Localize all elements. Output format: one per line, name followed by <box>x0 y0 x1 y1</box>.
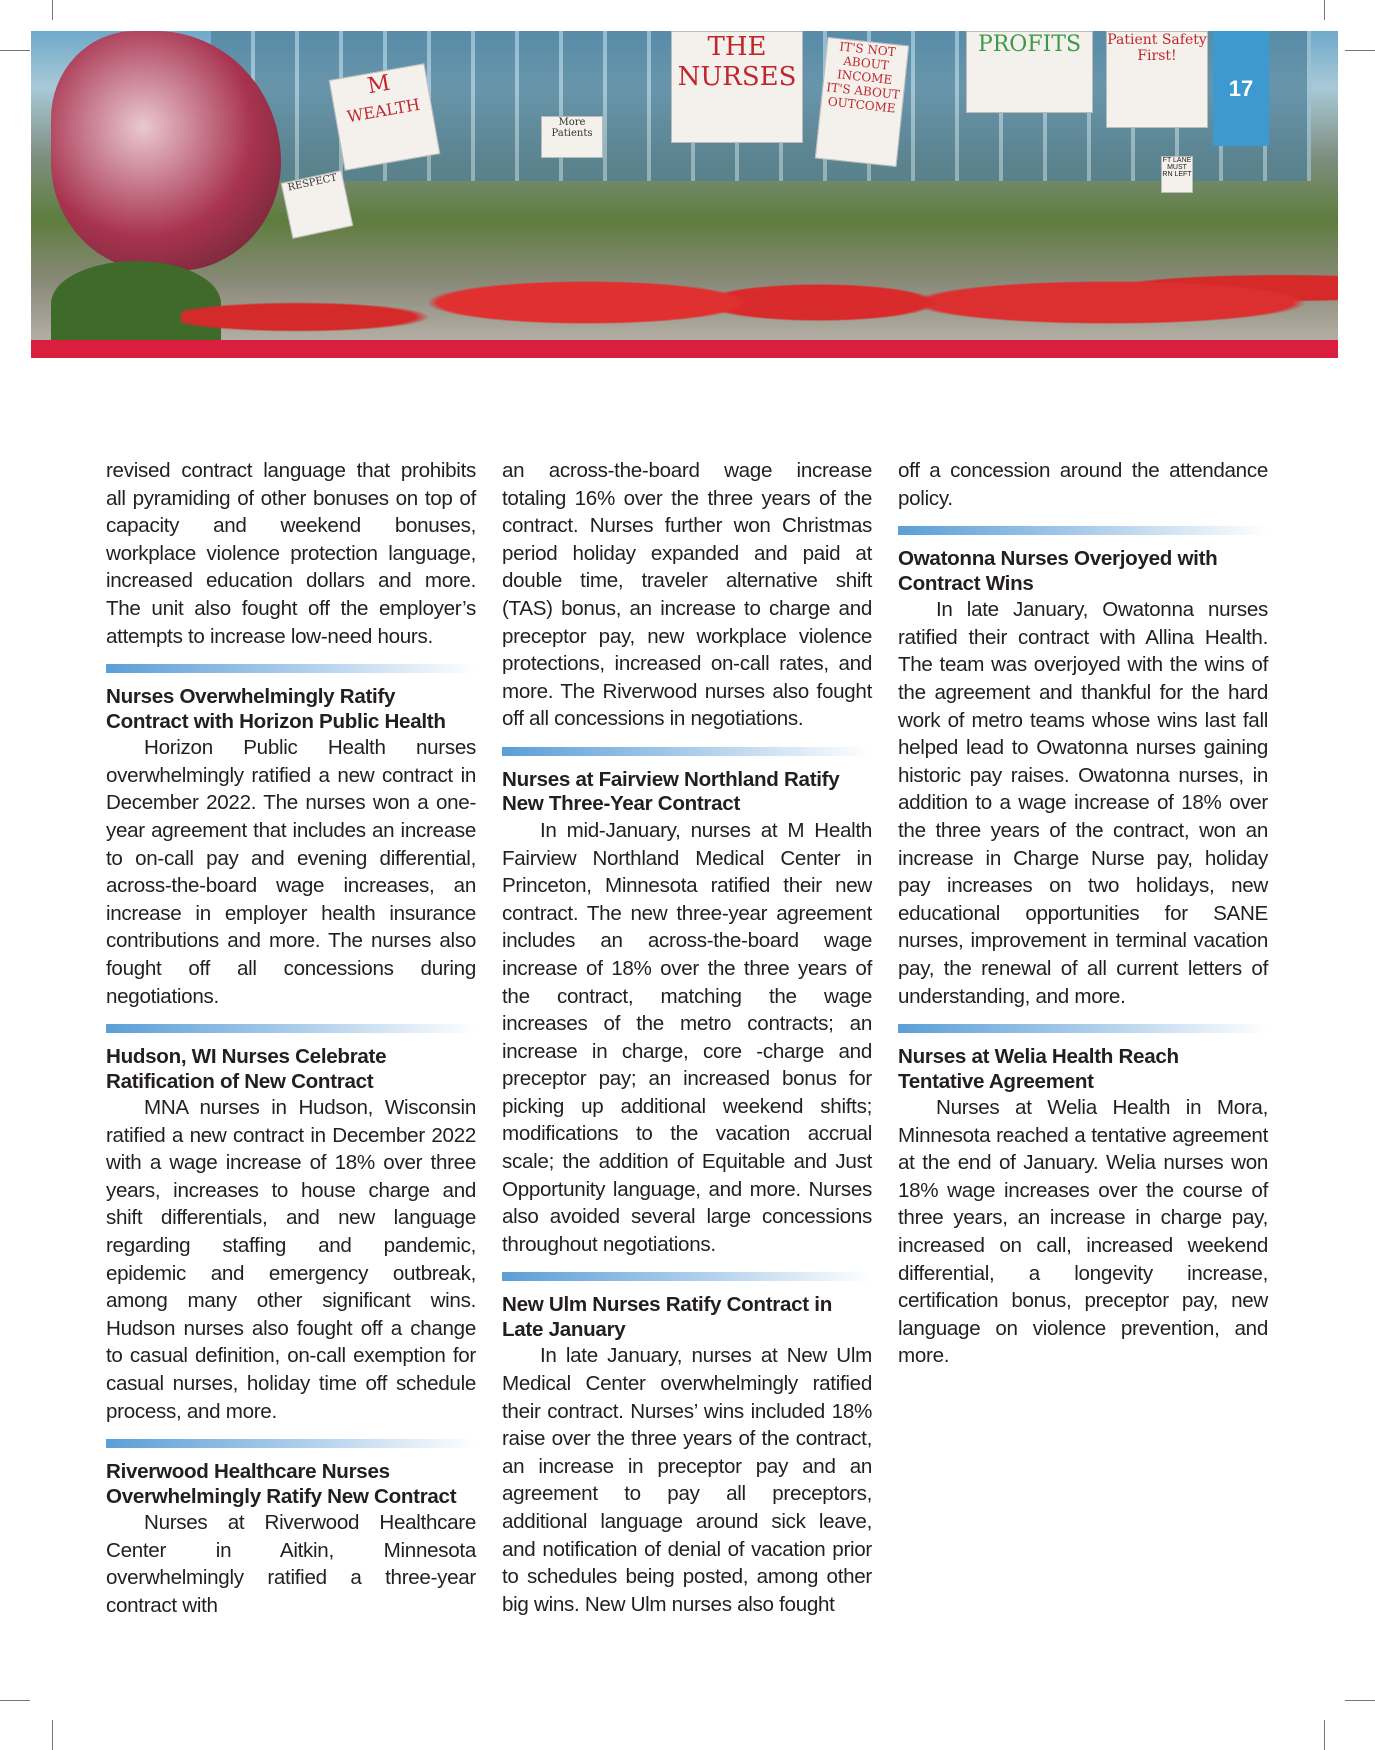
text-column-2 <box>502 457 872 1618</box>
article-paragraph: Horizon Public Health nurses overwhelmingly ratified a new contract in December 2022. The nurses won a one-year agreement that includes an increase to on-call pay and evening differential, across-the-board wage increases, an increase in employer health insurance contributions and more. The nurses also fought off all concessions during negotiations. <box>106 736 476 1008</box>
photo-sign: IT'S NOT ABOUT INCOME IT'S ABOUT OUTCOME <box>815 37 909 167</box>
article-paragraph: In mid-January, nurses at M Health Fairview Northland Medical Center in Princeton, Minnesota ratified their new contract. The new three-year agreement includes an across-the-board wage increase of 18% over the three years of the contract, matching the wage increases of the metro contracts; an increase in charge, core -charge and preceptor pay; an increased bonus for picking up additional weekend shifts; modifications to the vacation accrual scale; the addition of Equitable and Just Opportunity language, and more. Nurses also avoided several large concessions throughout negotiations. <box>502 818 872 1256</box>
crop-mark <box>52 1720 53 1750</box>
crop-mark <box>1345 1700 1375 1701</box>
crop-mark <box>1324 1720 1325 1750</box>
article-paragraph: MNA nurses in Hudson, Wisconsin ratified a new contract in December 2022 with a wage increase of 18% over three years, increases to house charge and shift differentials, and new language regarding staffing and pandemic, epidemic and emergency outbreak, among many other significant wins. Hudson nurses also fought off a change to casual definition, on-call exemption for casual nurses, holiday time off schedule process, and more. <box>106 1096 476 1423</box>
section-divider <box>106 1024 476 1033</box>
photo-street-sign: FT LANE MUST RN LEFT <box>1161 156 1193 193</box>
crop-mark <box>0 50 30 51</box>
article-heading: Nurses at Fairview Northland Ratify New Three-Year Contract <box>502 767 840 816</box>
article-paragraph: Nurses at Welia Health in Mora, Minnesota reached a tentative agreement at the end of January. Welia nurses won 18% wage increases over the course of three years, an increase in charge pay, increased on call, increased weekend differential, a longevity increase, certification bonus, preceptor pay, new language on violence prevention, and more. <box>898 1096 1268 1368</box>
crop-mark <box>0 1700 30 1701</box>
accent-bar <box>31 340 1338 358</box>
article-paragraph: In late January, nurses at New Ulm Medical Center overwhelmingly ratified their contract. Nurses’ wins included 18% raise over the three years of the contract, an increase in preceptor pay and an agreement to pay all preceptors, additional language around sick leave, and notification of denial of vacation prior to schedules being posted, among other big wins. New Ulm nurses also fought <box>502 1344 872 1616</box>
article-paragraph: an across-the-board wage increase totaling 16% over the three years of the contract. Nurses further won Christmas period holiday expanded and paid at double time, traveler alternative shift (TAS) bonus, an increase to charge and preceptor pay, new workplace violence protections, increased on-call rates, and more. The Riverwood nurses also fought off all concessions in negotiations. <box>502 459 872 731</box>
text-column-1 <box>106 457 476 1620</box>
article-heading: Hudson, WI Nurses Celebrate Ratification of New Contract <box>106 1045 387 1093</box>
article-paragraph: In late January, Owatonna nurses ratified their contract with Allina Health. The team was overjoyed with the wins of the agreement and thankful for the hard work of metro teams whose wins last fall helped lead to Owatonna nurses gaining historic pay raises. Owatonna nurses, in addition to a wage increase of 18% over the three years of the contract, won an increase in Charge Nurse pay, holiday pay increases on two holidays, new educational opportunities for SANE nurses, improvement in terminal vacation pay, the renewal of all current letters of understanding, and more. <box>898 598 1268 1008</box>
photo-sign: RESPECT <box>281 170 353 239</box>
article-heading: Riverwood Healthcare Nurses Overwhelmingly Ratify New Contract <box>106 1460 457 1508</box>
article-paragraph: Nurses at Riverwood Healthcare Center in Aitkin, Minnesota overwhelmingly ratified a three-year contract with <box>106 1511 476 1617</box>
photo-sign: More Patients <box>541 116 603 158</box>
photo-sign: M WEALTH <box>329 63 441 170</box>
section-divider <box>898 526 1268 535</box>
section-divider <box>898 1024 1268 1033</box>
photo-sign: PROFITS <box>966 31 1093 113</box>
photo-crowd <box>181 201 1338 346</box>
photo-sign: Patient Safety First! <box>1106 31 1208 128</box>
article-paragraph: off a concession around the attendance policy. <box>898 459 1268 510</box>
crop-mark <box>52 0 53 20</box>
article-paragraph: revised contract language that prohibits all pyramiding of other bonuses on top of capacity and weekend bonuses, workplace violence protection language, increased education dollars and more. The unit also fought off the employer’s attempts to increase low-need hours. <box>106 459 476 648</box>
article-heading: Owatonna Nurses Overjoyed with Contract Wins <box>898 547 1218 595</box>
crop-mark <box>1324 0 1325 20</box>
header-photo-nurses-rally <box>31 31 1338 346</box>
article-heading: Nurses Overwhelmingly Ratify Contract with Horizon Public Health <box>106 685 446 733</box>
text-column-3 <box>898 457 1268 1370</box>
article-heading: Nurses at Welia Health Reach Tentative Agreement <box>898 1045 1179 1093</box>
page-number-badge: 17 <box>1213 31 1269 146</box>
section-divider <box>502 1272 872 1281</box>
section-divider <box>106 664 476 673</box>
article-heading: New Ulm Nurses Ratify Contract in Late January <box>502 1293 832 1341</box>
photo-sign: THE NURSES <box>671 31 803 143</box>
section-divider <box>106 1439 476 1448</box>
crop-mark <box>1345 50 1375 51</box>
section-divider <box>502 747 872 756</box>
